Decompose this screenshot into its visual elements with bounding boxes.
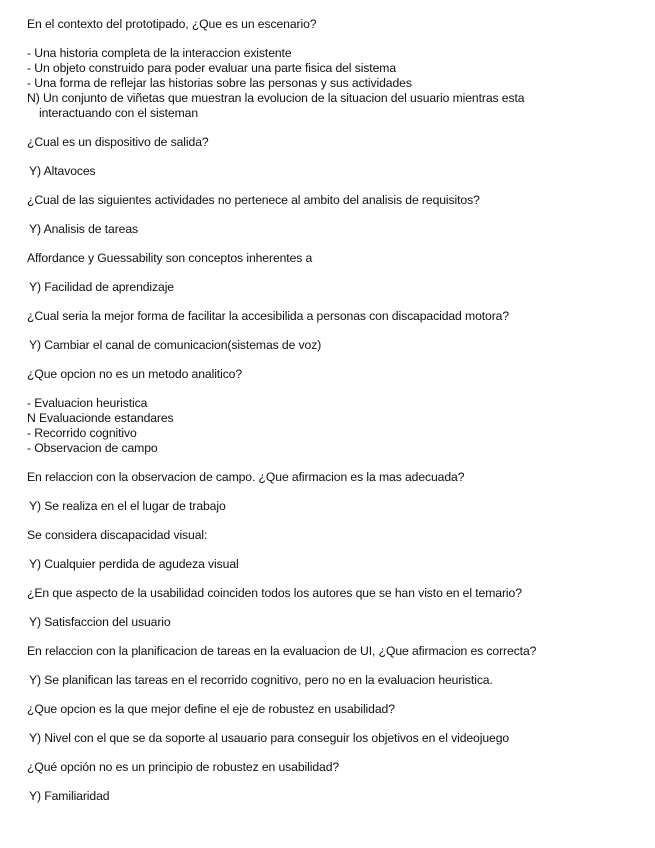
answer-text: Y) Satisfaccion del usuario: [29, 615, 171, 629]
option-item: - Observacion de campo: [27, 441, 158, 455]
question-text: ¿Que opcion es la que mejor define el eje de robustez en usabilidad?: [27, 702, 395, 716]
option-list: [27, 396, 637, 456]
question-block: [27, 135, 637, 179]
option-item: - Una forma de reflejar las historias sobre las personas y sus actividades: [27, 76, 412, 90]
question-block: [27, 760, 637, 804]
answer-text: Y) Facilidad de aprendizaje: [29, 280, 174, 294]
answer-text: Y) Familiaridad: [29, 789, 110, 803]
question-block: [27, 193, 637, 237]
option-item: N Evaluacionde estandares: [27, 411, 174, 425]
document-body: [27, 17, 637, 804]
question-block: [27, 586, 637, 630]
answer-text: Y) Cambiar el canal de comunicacion(sistemas de voz): [29, 338, 322, 352]
answer-text: Y) Se realiza en el el lugar de trabajo: [29, 499, 226, 513]
question-block: [27, 528, 637, 572]
option-item: - Un objeto construido para poder evaluar una parte fisica del sistema: [27, 61, 396, 75]
option-item: - Recorrido cognitivo: [27, 426, 137, 440]
question-text: En relaccion con la planificacion de tareas en la evaluacion de UI, ¿Que afirmacion es correcta?: [27, 644, 537, 658]
question-block: [27, 644, 637, 688]
answer-text: Y) Altavoces: [29, 164, 96, 178]
option-list: [27, 46, 637, 121]
option-item: - Evaluacion heuristica: [27, 396, 148, 410]
question-block: [27, 309, 637, 353]
question-block: [27, 17, 637, 121]
question-text: ¿Que opcion no es un metodo analitico?: [27, 367, 243, 381]
question-block: [27, 367, 637, 456]
question-text: ¿Cual de las siguientes actividades no pertenece al ambito del analisis de requisitos?: [27, 193, 480, 207]
question-block: [27, 470, 637, 514]
question-text: Affordance y Guessability son conceptos inherentes a: [27, 251, 313, 265]
answer-text: Y) Analisis de tareas: [29, 222, 138, 236]
question-text: ¿Qué opción no es un principio de robustez en usabilidad?: [27, 760, 340, 774]
question-block: [27, 251, 637, 295]
question-text: ¿Cual seria la mejor forma de facilitar la accesibilida a personas con discapacidad motora?: [27, 309, 510, 323]
answer-text: Y) Nivel con el que se da soporte al usauario para conseguir los objetivos en el videojuego: [29, 731, 510, 745]
answer-text: Y) Cualquier perdida de agudeza visual: [29, 557, 239, 571]
question-text: ¿Cual es un dispositivo de salida?: [27, 135, 209, 149]
option-continuation: interactuando con el sisteman: [39, 106, 199, 120]
question-text: En relaccion con la observacion de campo. ¿Que afirmacion es la mas adecuada?: [27, 470, 465, 484]
question-text: ¿En que aspecto de la usabilidad coinciden todos los autores que se han visto en el temario?: [27, 586, 522, 600]
answer-text: Y) Se planifican las tareas en el recorrido cognitivo, pero no en la evaluacion heuristica.: [29, 673, 493, 687]
option-item: - Una historia completa de la interaccion existente: [27, 46, 292, 60]
question-text: En el contexto del prototipado, ¿Que es un escenario?: [27, 17, 317, 31]
question-text: Se considera discapacidad visual:: [27, 528, 208, 542]
question-block: [27, 702, 637, 746]
option-item: N) Un conjunto de viñetas que muestran la evolucion de la situacion del usuario mientras esta interactuando con el sisteman: [27, 91, 637, 121]
